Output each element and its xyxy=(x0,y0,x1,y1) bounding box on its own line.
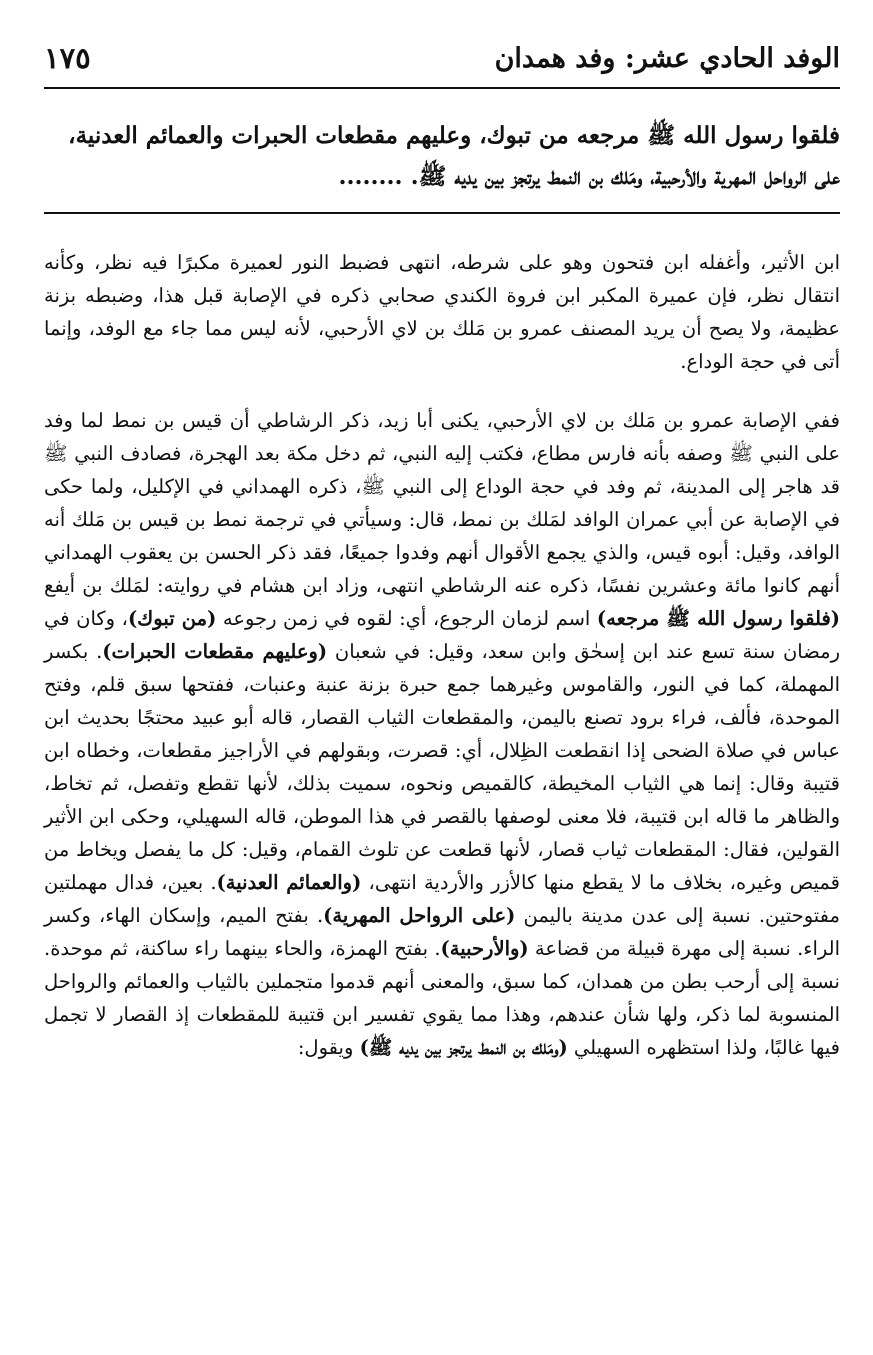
commentary-text: ، وكان في رمضان سنة تسع عند ابن إسحٰق وابن سعد، وقيل: في شعبان xyxy=(44,607,841,663)
commentary-text: ففي الإصابة عمرو بن مَلك بن لاي الأرحبي، يكنى أبا زيد، ذكر الرشاطي أن قيس بن نمط لما وفد على النبي ﷺ وصفه بأنه فارس مطاع، فكتب إليه النبي، ثم دخل مكة بعد الهجرة، فصادف النبي ﷺ قد هاجر إلى المدينة، ثم وفد في حجة الوداع إلى النبي ﷺ، ذكره الهمداني في الإكليل، ولما حكى في الإصابة عن أبي عمران الوافد لمَلك بن نمط، قال: وسيأتي في ترجمة نمط بن قيس بن مَلك أنه الوافد، وقيل: أبوه قيس، والذي يجمع الأقوال أنهم وفدوا جميعًا، فقد ذكر الحسن بن يعقوب الهمداني أنهم كانوا مائة وعشرين نفسًا، ذكره عنه الرشاطي انتهى، وزاد ابن هشام في روايته: لمَلك بن أيفع xyxy=(44,409,840,597)
commentary-paragraph xyxy=(44,404,840,1064)
quoted-main-text: (فلقوا رسول الله ﷺ مرجعه) xyxy=(596,607,841,630)
commentary-text: . بفتح الهمزة، والحاء بينهما راء ساكنة، ثم موحدة. نسبة إلى أرحب بطن من همدان، كما سبق، والمعنى أنهم قدموا متجملين بالثياب والعمائم والرواحل المنسوبة لما ذكر، ولها شأن عندهم، وهذا مما يقوي تفسير ابن قتيبة للمقطعات إذ القصار لا تجمل فيها غالبًا، ولذا استظهره السهيلي xyxy=(44,937,840,1059)
commentary-text: . بكسر المهملة، كما في النور، والقاموس وغيرهما جمع حبرة بزنة عنبة وعنبات، ففتحها سبق قلم، وفتح الموحدة، فألف، فراء برود تصنع باليمن، والمقطعات الثياب القصار، قاله أبو عبيد محتجًا بحديث ابن عباس في صلاة الضحى إذا انقطعت الظِلال، أي: قصرت، وبقولهم في الأراجيز مقطعات، وخطاه ابن قتيبة وقال: إنما هي الثياب المخيطة، كالقميص ونحوه، سميت بذلك، لأنها تقطع وتفصل، ثم تخاط، والظاهر ما قاله ابن قتيبة، فلا معنى لوصفها بالقصر في هذا الموطن، قاله السهيلي، وحكى ابن الأثير القولين، فقال: المقطعات ثياب قصار، لأنها قطعت عن تلوث القمام، وقيل: كل ما يفصل ويخاط من قميص وغيره، بخلاف ما لا يقطع منها كالأزر والأردية انتهى، xyxy=(44,640,840,894)
commentary-text: اسم لزمان الرجوع، أي: لقوه في زمن رجوعه xyxy=(216,607,597,630)
running-header xyxy=(44,38,840,78)
main-text-line: على الرواحل المهرية والأرحبية، ومَلك بن النمط يرتجز بين يديه ﷺ. ........ xyxy=(338,163,840,190)
quoted-main-text: (وعليهم مقطعات الحبرات) xyxy=(102,640,328,663)
quoted-main-text: (على الرواحل المهرية) xyxy=(323,904,516,927)
commentary xyxy=(44,246,840,1064)
quoted-main-text: (والعمائم العدنية) xyxy=(216,871,362,894)
commentary-text: . بعين، فدال مهملتين مفتوحتين. نسبة إلى عدن مدينة باليمن xyxy=(44,871,840,927)
commentary-text: . بفتح الميم، وإسكان الهاء، وكسر الراء. نسبة إلى مهرة قبيلة من قضاعة xyxy=(44,904,840,960)
main-text-line: فلقوا رسول الله ﷺ مرجعه من تبوك، وعليهم مقطعات الحبرات والعمائم العدنية، xyxy=(68,122,840,149)
page-number: ١٧٥ xyxy=(44,41,91,75)
quoted-main-text: (ومَلك بن النمط يرتجز بين يديه ﷺ) xyxy=(359,1036,568,1059)
chapter-title: الوفد الحادي عشر: وفد همدان xyxy=(494,42,840,74)
quoted-main-text: (من تبوك) xyxy=(127,607,217,630)
main-text-rule xyxy=(44,212,840,214)
quoted-main-text: (والأرحبية) xyxy=(440,937,529,960)
book-page xyxy=(44,0,840,1355)
commentary-paragraph: ابن الأثير، وأغفله ابن فتحون وهو على شرطه، انتهى فضبط النور لعميرة مكبرًا فيه نظر، وكأنه انتقال نظر، فإن عميرة المكبر ابن فروة الكندي صحابي ذكره في الإصابة قبل هذا، وضبطه بزنة عظيمة، ولا يصح أن يريد المصنف عمرو بن مَلك بن لاي الأرحبي، لأنه ليس مما جاء مع الوفد، وإنما أتى في حجة الوداع. xyxy=(44,251,840,373)
commentary-text: ويقول: xyxy=(297,1036,360,1059)
header-rule xyxy=(44,87,840,89)
main-text xyxy=(44,115,840,197)
